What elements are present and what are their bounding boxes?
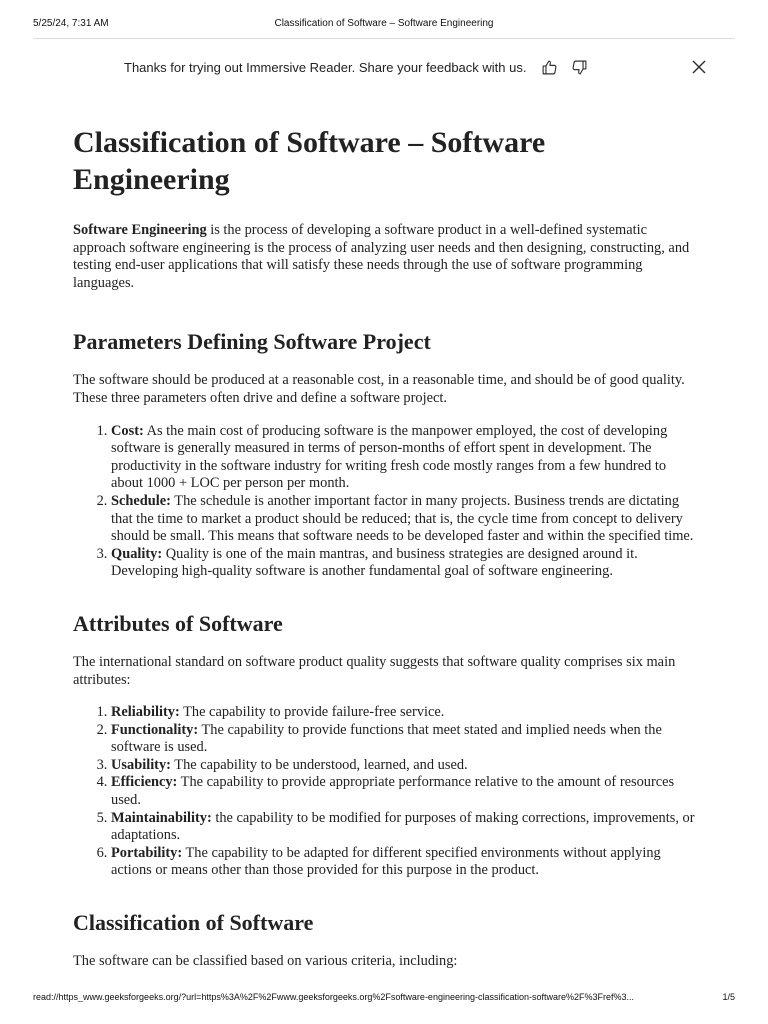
list-item-term: Maintainability: xyxy=(111,809,212,826)
parameters-list xyxy=(73,423,698,581)
feedback-banner xyxy=(124,57,708,77)
section-heading-attributes: Attributes of Software xyxy=(73,610,283,636)
section-heading-parameters: Parameters Defining Software Project xyxy=(73,329,431,355)
page-number: 1/5 xyxy=(722,992,735,1002)
list-item-text: Quality is one of the main mantras, and business strategies are designed around it. Developing high-quality software is another fundamental goal of software engineering. xyxy=(111,545,638,580)
attributes-list xyxy=(73,704,698,880)
list-item-text: the capability to be modified for purposes of making corrections, improvements, or adaptations. xyxy=(111,809,695,844)
print-title: Classification of Software – Software Engineering xyxy=(274,18,494,29)
thumbs-up-icon[interactable] xyxy=(540,58,558,76)
section-classification-intro: The software can be classified based on various criteria, including: xyxy=(73,953,458,970)
list-item-text: The capability to provide functions that meet stated and implied needs when the software is used. xyxy=(111,721,662,756)
list-item-term: Functionality: xyxy=(111,721,199,738)
list-item-text: As the main cost of producing software is the manpower employed, the cost of developing software is generally measured in terms of person-months of effort spent in development. The productivity in the software industry for writing fresh code mostly ranges from a few hundred to about 1000 + LOC per person per month. xyxy=(111,422,668,492)
list-item xyxy=(111,774,698,809)
feedback-message: Thanks for trying out Immersive Reader. Share your feedback with us. xyxy=(124,59,527,75)
list-item-term: Reliability: xyxy=(111,704,180,721)
article-title: Classification of Software – Software Engineering xyxy=(73,126,546,196)
list-item-text: The schedule is another important factor in many projects. Business trends are dictating that the time to market a product should be reduced; that is, the cycle time from concept to delivery should be small. This means that software needs to be developed faster and within the specified time. xyxy=(111,492,694,545)
print-datetime: 5/25/24, 7:31 AM xyxy=(33,18,109,29)
list-item xyxy=(111,704,698,722)
list-item xyxy=(111,757,698,775)
section-attributes-intro: The international standard on software product quality suggests that software quality comprises six main attributes: xyxy=(73,653,676,688)
list-item xyxy=(111,722,698,757)
article xyxy=(73,124,698,971)
thumbs-down-icon[interactable] xyxy=(570,58,588,76)
list-item xyxy=(111,493,698,546)
print-url: read://https_www.geeksforgeeks.org/?url=https%3A%2F%2Fwww.geeksforgeeks.org%2Fsoftware-engineering-classification-software%2F%3Fref%3... xyxy=(33,992,635,1002)
list-item-term: Cost: xyxy=(111,422,144,439)
list-item-term: Quality: xyxy=(111,545,163,562)
list-item-text: The capability to provide failure-free service. xyxy=(179,704,445,721)
list-item xyxy=(111,845,698,880)
intro-term: Software Engineering xyxy=(73,222,207,238)
list-item-text: The capability to be understood, learned, and used. xyxy=(170,756,468,773)
list-item-term: Schedule: xyxy=(111,492,171,509)
list-item xyxy=(111,810,698,845)
list-item xyxy=(111,546,698,581)
list-item-term: Efficiency: xyxy=(111,774,178,791)
list-item-text: The capability to provide appropriate performance relative to the amount of resources used. xyxy=(111,774,675,809)
intro-text: is the process of developing a software product in a well-defined systematic approach software engineering is the process of analyzing user needs and then designing, constructing, and testing end-user applications that will satisfy these needs through the use of software programming languages. xyxy=(73,222,690,291)
section-parameters-intro: The software should be produced at a reasonable cost, in a reasonable time, and should be of good quality. These three parameters often drive and define a software project. xyxy=(73,372,685,406)
list-item xyxy=(111,423,698,493)
list-item-term: Usability: xyxy=(111,756,171,773)
section-heading-classification: Classification of Software xyxy=(73,910,314,936)
list-item-text: The capability to be adapted for different specified environments without applying actions or means other than those provided for this purpose in the product. xyxy=(111,844,661,879)
header-divider xyxy=(33,38,735,39)
print-header xyxy=(33,18,735,29)
print-footer xyxy=(33,992,735,1002)
intro-paragraph xyxy=(73,222,698,292)
list-item-term: Portability: xyxy=(111,844,183,861)
close-icon[interactable] xyxy=(690,58,708,76)
